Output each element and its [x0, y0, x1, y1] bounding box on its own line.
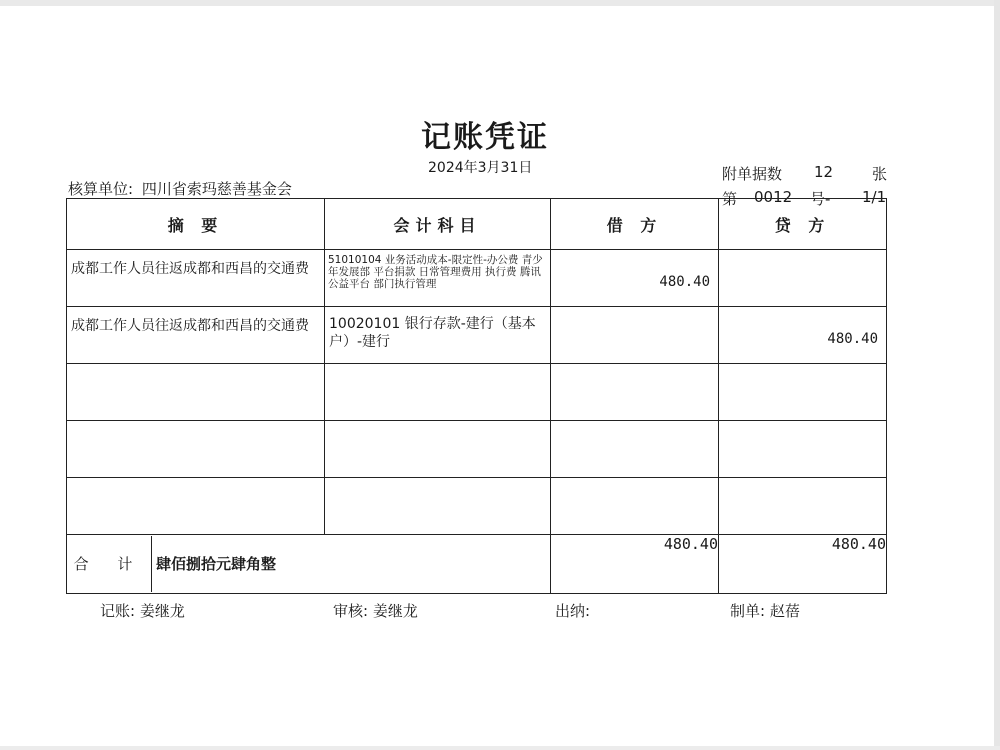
entry-debit — [551, 478, 719, 535]
bookkeeper-name: 姜继龙 — [139, 602, 185, 620]
voucher-date: 2024年3月31日 — [428, 160, 533, 176]
entry-credit-amount — [719, 250, 886, 274]
table-header-row — [67, 199, 887, 250]
voucher-number-suffix: 号- — [810, 190, 831, 208]
entry-debit — [551, 250, 719, 307]
accounting-unit-name: 四川省索玛慈善基金会 — [141, 180, 292, 198]
preparer-label: 制单: — [730, 602, 766, 620]
entry-account — [325, 364, 551, 421]
entry-credit-amount: 480.40 — [827, 331, 878, 347]
entry-debit — [551, 307, 719, 364]
total-label: 合 计 — [67, 536, 152, 592]
entry-summary-text — [67, 478, 324, 488]
header-account: 会计科目 — [325, 199, 551, 250]
entry-summary — [67, 364, 325, 421]
table-row — [67, 250, 887, 307]
total-credit: 480.40 — [719, 535, 887, 594]
entry-debit — [551, 421, 719, 478]
cashier-label: 出纳: — [555, 602, 591, 620]
header-credit: 贷 方 — [719, 199, 887, 250]
voucher-number-prefix: 第 — [722, 190, 738, 208]
voucher-page: 1/1 — [862, 188, 887, 206]
total-in-words: 肆佰捌拾元肆角整 — [156, 555, 277, 573]
total-debit: 480.40 — [551, 535, 719, 594]
entry-account — [325, 307, 551, 364]
entry-account-text — [325, 364, 550, 372]
entry-account — [325, 421, 551, 478]
entry-summary — [67, 421, 325, 478]
footer-cashier — [555, 600, 590, 621]
entry-summary — [67, 478, 325, 535]
entry-account — [325, 250, 551, 307]
entry-summary — [67, 250, 325, 307]
voucher-title: 记账凭证 — [421, 120, 549, 155]
table-row — [67, 421, 887, 478]
entry-credit — [719, 478, 887, 535]
accounting-unit — [68, 178, 296, 199]
bookkeeper-label: 记账: — [100, 602, 136, 620]
footer-reviewer — [333, 600, 418, 621]
footer-preparer — [730, 600, 800, 621]
entry-debit — [551, 364, 719, 421]
entry-debit-amount — [551, 364, 718, 388]
attachment-suffix: 张 — [872, 165, 888, 183]
entry-account-text: 51010104 业务活动成本-限定性-办公费 青少年发展部 平台捐款 日常管理费用 执行费 腾讯公益平台 部门执行管理 — [328, 254, 543, 290]
accounting-unit-label: 核算单位: — [68, 180, 134, 198]
entry-credit — [719, 250, 887, 307]
entry-account-text — [325, 478, 550, 486]
entry-summary-text — [67, 364, 324, 374]
voucher-number-value: 0012 — [754, 188, 793, 206]
entry-debit-amount — [551, 478, 718, 502]
scan-edge-top — [0, 0, 1000, 6]
footer-bookkeeper — [100, 600, 185, 621]
scan-edge-right — [994, 0, 1000, 750]
entry-debit-amount — [551, 421, 718, 445]
attachment-label: 附单据数 — [722, 165, 783, 183]
entry-credit-amount — [719, 421, 886, 445]
entry-credit-amount — [719, 364, 886, 388]
total-row — [67, 535, 887, 594]
table-row — [67, 364, 887, 421]
entry-credit — [719, 364, 887, 421]
entry-account-text — [325, 421, 550, 429]
entry-summary-text: 成都工作人员往返成都和西昌的交通费 — [71, 318, 309, 334]
entry-credit-amount — [719, 478, 886, 502]
total-cell — [67, 535, 551, 594]
entry-debit-amount — [551, 307, 718, 331]
voucher-table — [66, 198, 887, 594]
scan-edge-bottom — [0, 746, 1000, 750]
entry-summary-text — [67, 421, 324, 431]
reviewer-label: 审核: — [333, 602, 369, 620]
preparer-name: 赵蓓 — [769, 602, 800, 620]
entry-summary-text: 成都工作人员往返成都和西昌的交通费 — [71, 261, 309, 277]
entry-debit-amount: 480.40 — [659, 274, 710, 290]
header-debit: 借 方 — [551, 199, 719, 250]
header-summary: 摘 要 — [67, 199, 325, 250]
entry-account — [325, 478, 551, 535]
table-row — [67, 307, 887, 364]
table-row — [67, 478, 887, 535]
attachment-count — [722, 163, 888, 184]
attachment-number: 12 — [814, 163, 834, 181]
entry-credit — [719, 421, 887, 478]
entry-credit — [719, 307, 887, 364]
reviewer-name: 姜继龙 — [372, 602, 418, 620]
entry-summary — [67, 307, 325, 364]
entry-account-text: 10020101 银行存款-建行（基本户）-建行 — [329, 316, 536, 350]
